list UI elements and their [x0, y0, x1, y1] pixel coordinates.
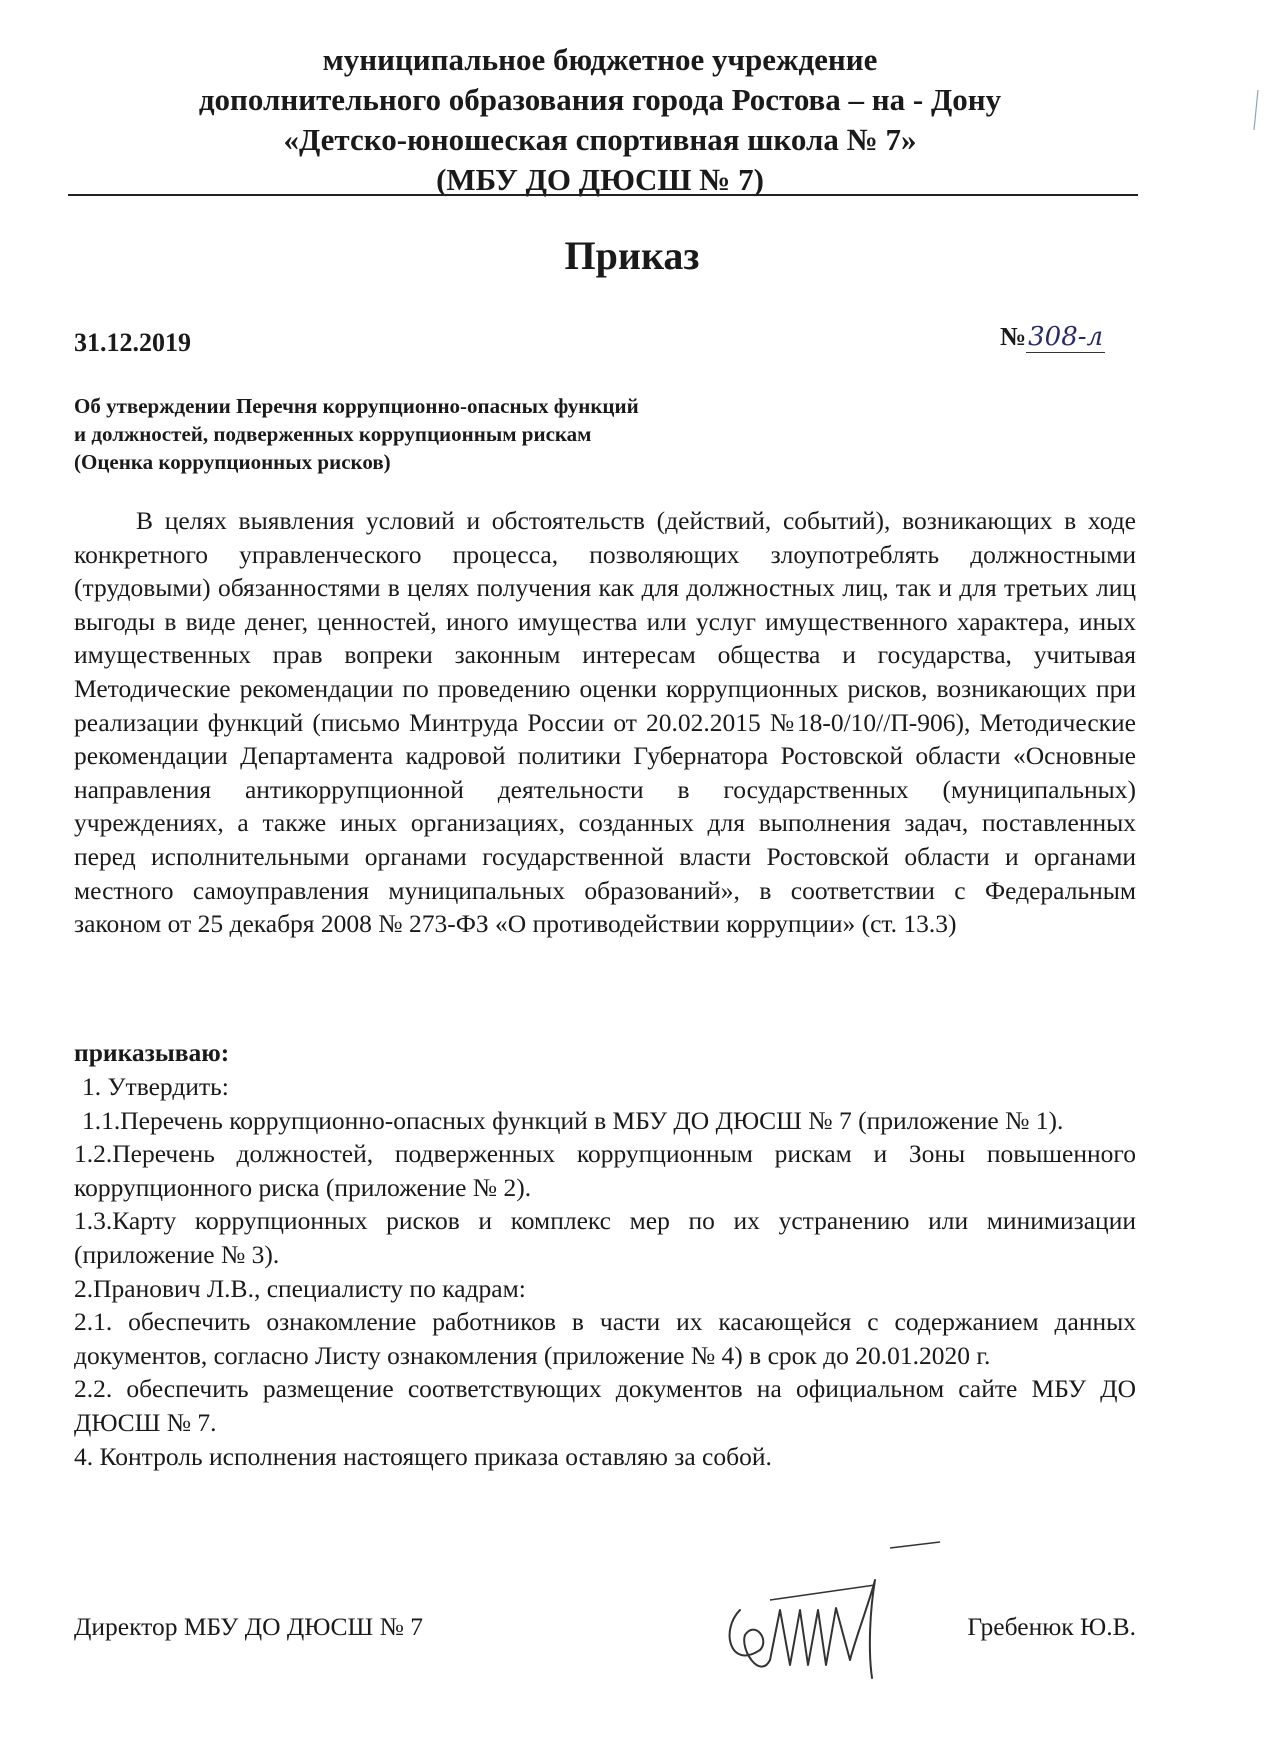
order-item: 2.2. обеспечить размещение соответствующих документов на официальном сайте МБУ ДО ДЮСШ № 7. [74, 1374, 1136, 1437]
document-title: Приказ [564, 233, 700, 278]
order-number-handwritten: 308-л [1028, 322, 1104, 352]
preamble-paragraph: В целях выявления условий и обстоятельств (действий, событий), возникающих в ходе конкретного управленческого процесса, позволяющих злоупотреблять должностными (трудовыми) обязанностями в целях получения как для должностных лиц, так и для третьих лиц выгоды в виде денег, ценностей, иного имущества или услуг имущественного характера, иных имущественных прав вопреки законным интересам общества и государства, учитывая Методические рекомендации по проведению оценки коррупционных рисков, возникающих при реализации функций (письмо Минтруда России от 20.02.2015 №18-0/10//П-906), Методические рекомендации Департамента кадровой политики Губернатора Ростовской области «Основные направления антикоррупционной деятельности в государственных (муниципальных) учреждениях, а также иных организациях, созданных для выполнения задач, поставленных перед исполнительными органами государственной власти Ростовской области и органами местного самоуправления муниципальных образований», в соответствии с Федеральным законом от 25 декабря 2008 № 273-ФЗ «О противодействии коррупции» (ст. 13.3) [74, 506, 1136, 939]
order-directive-word: приказываю: [74, 1038, 230, 1067]
order-subject [74, 392, 794, 476]
scan-edge-mark [1252, 90, 1260, 130]
order-item: 2.Пранович Л.В., специалисту по кадрам: [74, 1273, 526, 1303]
order-item: 1.3.Карту коррупционных рисков и комплекс мер по их устранению или минимизации (приложение № 3). [74, 1206, 1136, 1269]
header-line-4: (МБУ ДО ДЮСШ № 7) [436, 162, 764, 197]
subject-line-2: и должностей, подверженных коррупционным рискам [74, 422, 592, 446]
header-line-3: «Детско-юношеская спортивная школа № 7» [283, 122, 917, 157]
header-line-2: дополнительного образования города Ростова – на - Дону [198, 82, 1002, 117]
signatory-name: Гребенюк Ю.В. [967, 1612, 1136, 1641]
order-number [1000, 322, 1105, 352]
order-item: 2.1. обеспечить ознакомление работников в части их касающейся с содержанием данных документов, согласно Листу ознакомления (приложение № 4) в срок до 20.01.2020 г. [74, 1307, 1136, 1370]
header-line-1: муниципальное бюджетное учреждение [322, 42, 878, 77]
subject-line-1: Об утверждении Перечня коррупционно-опасных функций [74, 394, 639, 418]
order-item: 1.1.Перечень коррупционно-опасных функций в МБУ ДО ДЮСШ № 7 (приложение № 1). [82, 1105, 1064, 1135]
order-date: 31.12.2019 [74, 328, 191, 357]
handwritten-signature [700, 1540, 940, 1690]
order-item: 4. Контроль исполнения настоящего приказа оставляю за собой. [74, 1441, 772, 1471]
institution-header [60, 40, 1140, 200]
order-items-list [74, 1070, 1136, 1473]
header-divider [68, 194, 1138, 196]
order-item: 1. Утвердить: [82, 1072, 229, 1101]
subject-line-3: (Оценка коррупционных рисков) [74, 450, 391, 474]
signatory-position: Директор МБУ ДО ДЮСШ № 7 [74, 1612, 424, 1641]
order-number-prefix: № [1000, 322, 1027, 351]
order-item: 1.2.Перечень должностей, подверженных коррупционным рискам и Зоны повышенного коррупционного риска (приложение № 2). [74, 1139, 1136, 1202]
